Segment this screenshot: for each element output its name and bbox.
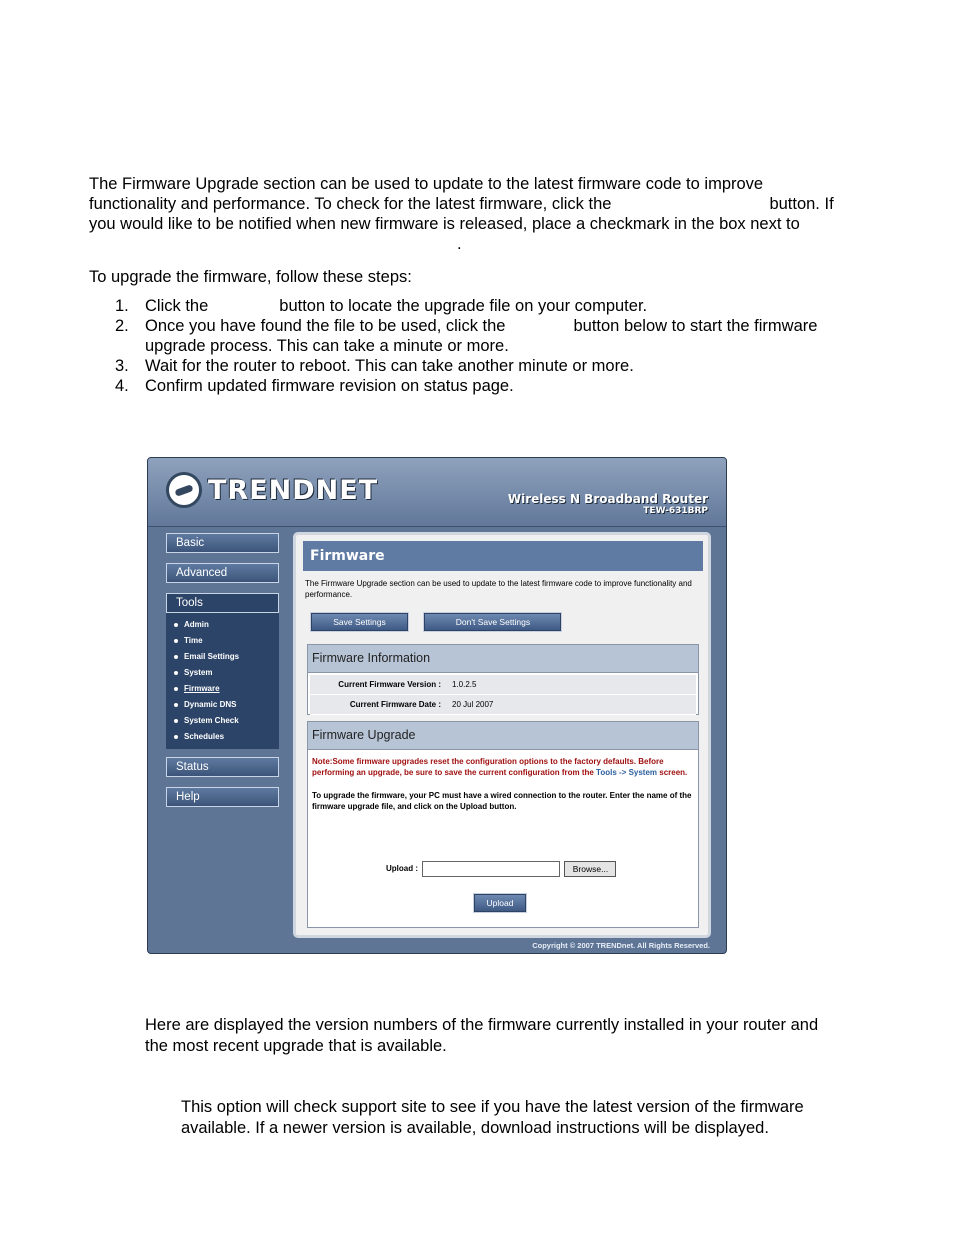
panel-title: Firmware Information: [308, 645, 698, 673]
nav-item-label: Schedules: [184, 732, 225, 741]
nav-tools-schedules[interactable]: [166, 729, 279, 745]
nav-advanced[interactable]: Advanced: [166, 563, 279, 583]
step-number: 2.: [115, 317, 129, 335]
nav-tools[interactable]: Tools: [166, 593, 279, 613]
step-text-tail: button to locate the upgrade file on your computer.: [279, 297, 648, 315]
bullet-icon: [174, 655, 178, 659]
bullet-icon: [174, 639, 178, 643]
nav-tools-email-settings[interactable]: [166, 649, 279, 665]
trendnet-logo-icon: [166, 472, 202, 508]
bullet-icon: [174, 703, 178, 707]
step-number: 1.: [115, 297, 129, 315]
nav-item-label: Email Settings: [184, 652, 240, 661]
settings-buttons: [311, 613, 561, 631]
nav-item-label: System Check: [184, 716, 239, 725]
step-number: 3.: [115, 357, 129, 375]
description-line-1: This option will check support site to see if you have the latest version of the firmware: [181, 1098, 804, 1116]
tools-submenu: [166, 613, 279, 749]
step-text: Confirm updated firmware revision on status page.: [145, 377, 514, 395]
firmware-upgrade-panel: [307, 721, 699, 928]
step-text: Wait for the router to reboot. This can take another minute or more.: [145, 357, 634, 375]
page-intro: The Firmware Upgrade section can be used to update to the latest firmware code to improve functionality and performance.: [305, 579, 692, 599]
step-2: [115, 316, 875, 356]
current-date-value: 20 Jul 2007: [452, 700, 494, 709]
current-version-row: [310, 675, 696, 695]
firmware-information-panel: [307, 644, 699, 715]
intro-line-4-period: .: [457, 235, 462, 253]
save-settings-button[interactable]: Save Settings: [311, 613, 408, 631]
nav-item-label: Dynamic DNS: [184, 700, 237, 709]
sidebar-nav: [166, 533, 279, 817]
description-line-2: available. If a newer version is available, download instructions will be displayed.: [181, 1119, 769, 1137]
panel-title: Firmware Upgrade: [308, 722, 698, 750]
current-date-label: Current Firmware Date :: [349, 700, 441, 709]
step-text-tail: button below to start the firmware: [573, 317, 818, 335]
current-version-label: Current Firmware Version :: [338, 680, 441, 689]
upload-file-input[interactable]: [422, 861, 560, 877]
nav-status[interactable]: Status: [166, 757, 279, 777]
page-title: Firmware: [303, 541, 703, 571]
nav-item-label: System: [184, 668, 213, 677]
copyright-notice: Copyright © 2007 TRENDnet. All Rights Reserved.: [532, 941, 710, 950]
intro-line-2-text: functionality and performance. To check for the latest firmware, click the: [89, 195, 612, 213]
nav-basic[interactable]: Basic: [166, 533, 279, 553]
browse-button[interactable]: Browse...: [564, 861, 616, 877]
nav-item-label: Time: [184, 636, 203, 645]
intro-line-2-tail: button. If: [769, 195, 834, 213]
nav-tools-time[interactable]: [166, 633, 279, 649]
description-line-1: Here are displayed the version numbers of the firmware currently installed in your router and: [145, 1016, 819, 1034]
upload-label: Upload :: [386, 864, 418, 874]
intro-line-1: The Firmware Upgrade section can be used to update to the latest firmware code to improve: [89, 175, 764, 193]
router-header: [148, 458, 726, 527]
step-number: 4.: [115, 377, 129, 395]
current-version-value: 1.0.2.5: [452, 680, 477, 689]
tools-system-link[interactable]: Tools -> System: [596, 768, 658, 777]
step-text-cont: upgrade process. This can take a minute or more.: [145, 337, 509, 355]
nav-tools-firmware[interactable]: [166, 681, 279, 697]
note-text: Note:Some firmware upgrades reset the configuration options to the factory defaults. Before performing an upgrade, be sure to save the current configuration from the: [312, 757, 664, 777]
nav-item-label: Firmware: [184, 684, 220, 693]
nav-item-label: Admin: [184, 620, 209, 629]
current-date-row: [310, 695, 696, 715]
nav-tools-system[interactable]: [166, 665, 279, 681]
step-3: [115, 356, 875, 376]
nav-tools-admin[interactable]: [166, 617, 279, 633]
note-text-end: screen.: [657, 768, 688, 777]
bullet-icon: [174, 623, 178, 627]
nav-help[interactable]: Help: [166, 787, 279, 807]
upload-button[interactable]: Upload: [474, 894, 526, 912]
upgrade-steps-list: [115, 296, 875, 396]
upgrade-instructions: To upgrade the firmware, your PC must have a wired connection to the router. Enter the name of the firmware upgrade file, and click on the Upload button.: [312, 791, 692, 811]
steps-heading: To upgrade the firmware, follow these steps:: [89, 268, 412, 286]
intro-line-4: [89, 234, 869, 254]
router-ui-screenshot: [147, 457, 727, 954]
description-line-2: the most recent upgrade that is available.: [145, 1037, 447, 1055]
firmware-intro-paragraph: [89, 174, 869, 254]
bullet-icon: [174, 719, 178, 723]
bullet-icon: [174, 687, 178, 691]
trendnet-logo: [166, 472, 378, 508]
intro-line-3: you would like to be notified when new firmware is released, place a checkmark in the box next to: [89, 215, 800, 233]
nav-tools-dynamic-dns[interactable]: [166, 697, 279, 713]
step-1: [115, 296, 875, 316]
main-content: [293, 532, 711, 938]
upgrade-warning-note: [312, 756, 694, 778]
bullet-icon: [174, 671, 178, 675]
step-text: Once you have found the file to be used, click the: [145, 317, 506, 335]
product-name: Wireless N Broadband Router: [507, 492, 708, 506]
check-option-description: [181, 1097, 804, 1139]
dont-save-settings-button[interactable]: Don't Save Settings: [424, 613, 561, 631]
firmware-info-description: [145, 1015, 818, 1057]
upload-row: [386, 861, 616, 877]
step-4: [115, 376, 875, 396]
intro-line-2: [89, 194, 869, 214]
brand-name: TRENDNET: [208, 474, 379, 506]
nav-tools-system-check[interactable]: [166, 713, 279, 729]
product-model: TEW-631BRP: [643, 506, 708, 516]
product-info: [508, 492, 708, 516]
step-text: Click the: [145, 297, 209, 315]
bullet-icon: [174, 735, 178, 739]
